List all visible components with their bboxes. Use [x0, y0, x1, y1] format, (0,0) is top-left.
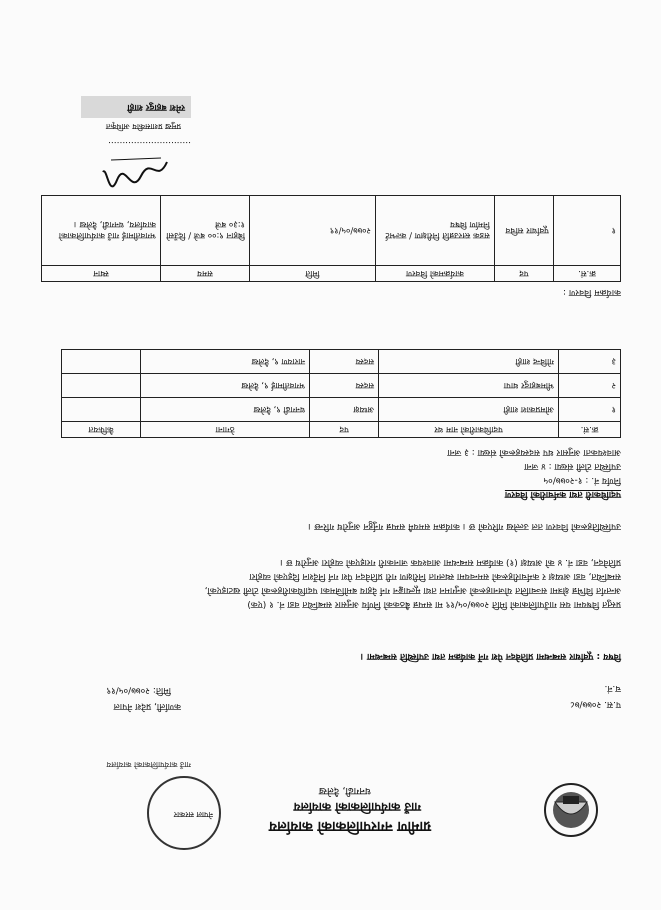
org-name-line2: गाउँ कार्यपालिकाको कार्यालय: [293, 800, 421, 814]
table-row: [62, 350, 621, 374]
cell: १: [553, 196, 620, 266]
col-sn: क्र.सं.: [559, 422, 621, 438]
body-line-5: उपस्थितिहरूको विवरण तल उल्लेख गरिएको छ । कार्यक्रम समयमै सम्पन्न गर्नुहुन अनुरोध गरिन्छ ।: [308, 521, 621, 531]
officials-table: [61, 349, 621, 438]
col-sn: क्र.सं.: [553, 266, 620, 282]
info-line-3: आवश्यकता अनुसार थप सदस्यहरूको संख्या : ३ जना: [447, 447, 621, 457]
cell: [62, 374, 141, 398]
table-header-row: [42, 266, 621, 282]
col-date: मिति: [250, 266, 376, 282]
cell: भीमबहादुर थापा: [379, 374, 559, 398]
cell: सडक स्तरउन्नति निरीक्षण / कल्भर्ट निर्माण विषय: [375, 196, 494, 266]
info-line-1: निर्णय नं. : १-२०७७/०५: [543, 475, 621, 485]
dispatch-label: च.नं.: [604, 683, 621, 693]
signature-dots: .............................: [108, 139, 191, 149]
office-round-stamp: [147, 776, 221, 850]
cell: धनगढी ९, दैलेख: [141, 398, 310, 422]
cell: [62, 350, 141, 374]
cell: बिहान ९:०० बजे / दिउँसो १:३० बजे: [161, 196, 250, 266]
table-header-row: [62, 422, 621, 438]
cell: नारायण ९, दैलेख: [141, 350, 310, 374]
org-name-line1: ग्रामीण नगरपालिकाको कार्यालय: [269, 818, 431, 834]
col-address: ठेगाना: [141, 422, 310, 438]
col-post: पद: [310, 422, 379, 438]
table-row: [42, 196, 621, 266]
program-table: [41, 195, 621, 282]
col-time: समय: [161, 266, 250, 282]
cell: [62, 398, 141, 422]
info-line-2: उपस्थित टोली संख्या : ४ जना: [524, 461, 621, 471]
signatory-name-stamp: [81, 96, 191, 118]
letter-ref-label: प.स. २०७७/७८: [570, 699, 621, 709]
cell: ३: [559, 350, 621, 374]
handwritten-signature: [101, 150, 171, 190]
section-title: पदाधिकारी तथा कर्मचारीको विवरण: [504, 489, 621, 499]
cell: गोविन्द शाही: [379, 350, 559, 374]
signatory-name: रमेश बहादुर शाही: [127, 102, 185, 112]
cell: पूर्वाधार सचिव: [494, 196, 553, 266]
cell: १: [559, 398, 621, 422]
col-program: कार्यक्रमको विवरण: [375, 266, 494, 282]
subject-line: विषय : पूर्वाधार सम्बन्धमा प्रतिवेदन पेश गर्ने कार्यक्रम तथा उपस्थिति सम्बन्धमा ।: [360, 651, 621, 661]
date-field: मिति: २०७७/०५/१९: [106, 685, 171, 695]
cell: २: [559, 374, 621, 398]
col-venue: स्थान: [42, 266, 161, 282]
province-label: कर्णाली, प्रदेश नेपाल: [113, 701, 181, 711]
program-label: कार्यक्रम विवरण :: [562, 287, 621, 297]
cell: सदस्य: [310, 374, 379, 398]
body-line-1: प्रस्तुत विषयमा यस गाउँपालिकाको मिति २०७७/०५/१९ मा सम्पन्न बैठकको निर्णय अनुसार सम्बन्धित वडा नं. १ (एक): [247, 599, 621, 609]
col-post: पद: [494, 266, 553, 282]
cell: ओमप्रकाश शाही: [379, 398, 559, 422]
body-line-2: अन्तर्गत विभिन्न क्षेत्रमा सञ्चालित योजनाहरूको अनुगमन तथा मूल्याङ्कन गर्न देहाय बमोजिमका पदाधिकारीहरूको टोली खटाइएको,: [204, 585, 621, 595]
signatory-designation: प्रमुख प्रशासकीय अधिकृत: [105, 122, 181, 131]
stamp-caption: गाउँ कार्यपालिकाको कार्यालय: [106, 760, 191, 769]
body-line-4: प्रतिवेदन, वडा नं. ४ को अध्यक्ष (१) कार्यक्रम सम्बन्धमा आवश्यक जानकारी गराइएको व्यहोरा अनुरोध छ ।: [279, 557, 621, 567]
stamp-text: नेपाल सरकार: [173, 810, 213, 819]
nepal-emblem-logo: [541, 780, 601, 840]
cell: भगवतीमाई ९, दैलेख: [141, 374, 310, 398]
col-name: पदाधिकारीको नाम थर: [379, 422, 559, 438]
cell: अध्यक्ष: [310, 398, 379, 422]
col-remarks: कैफियत: [62, 422, 141, 438]
cell: सदस्य: [310, 350, 379, 374]
cell: २०७७/०५/१९: [250, 196, 376, 266]
table-row: [62, 398, 621, 422]
org-address: धनगढी, दैलेख: [318, 785, 371, 796]
table-row: [62, 374, 621, 398]
body-line-3: सम्बन्धित, वडा अध्यक्ष र कर्मचारीहरूको समन्वयमा स्थलगत निरीक्षण गरी प्रतिवेदन पेश गर्न निर्देशन दिइएको व्यहोरा: [249, 571, 621, 581]
cell: भगवतीमाई गाउँ कार्यपालिकाको कार्यालय, धनगढी, दैलेख ।: [42, 196, 161, 266]
